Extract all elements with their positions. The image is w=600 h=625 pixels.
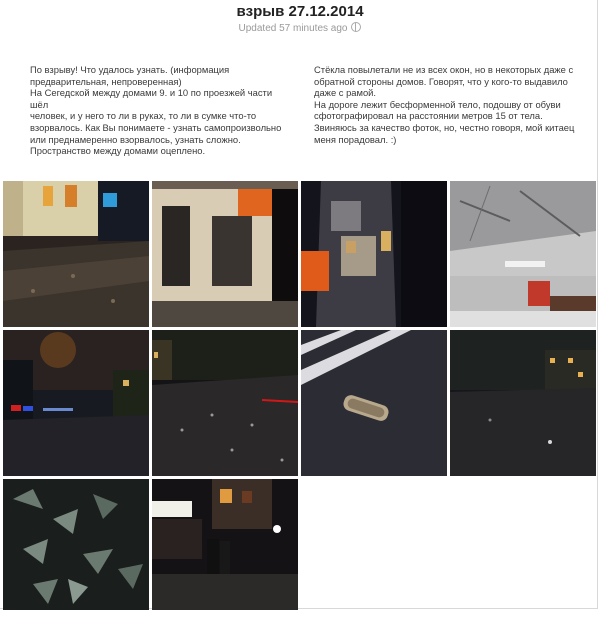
- text-line: сфотографировал на расстоянии метров 15 от тела.: [314, 110, 543, 122]
- text-line: На дороге лежит бесформенной тело, подошву от обуви: [314, 98, 561, 110]
- photo-street-debris[interactable]: [152, 330, 298, 476]
- updated-text[interactable]: Updated 57 minutes ago: [238, 23, 348, 34]
- text-line: даже с рамой.: [314, 87, 376, 99]
- text-line: меня порадовал. :): [314, 133, 397, 145]
- text-line: Стёкла повылетали не из всех окон, но в некоторых даже с: [314, 64, 574, 75]
- photo-shoe-sole-on-road[interactable]: [301, 330, 447, 476]
- photo-shop-interior-ceiling[interactable]: [450, 181, 596, 327]
- text-line: или преднамеренно взорвалось, узнать сложно.: [30, 133, 241, 145]
- text-line: взорвалось. Как Вы понимаете - узнать самопроизвольно: [30, 121, 282, 133]
- text-line: обратной стороны домов. Говорят, что у кого-то выдавило: [314, 75, 568, 87]
- photo-damaged-storefront[interactable]: [152, 181, 298, 327]
- text-line: По взрыву! Что удалось узнать. (информация: [30, 64, 230, 75]
- photo-building-night-street[interactable]: [3, 181, 149, 327]
- post-title: взрыв 27.12.2014: [236, 3, 364, 20]
- text-line: На Сегедской между домами 9. и 10 по проезжей части шёл: [30, 87, 275, 110]
- text-line: предварительная, непроверенная): [30, 75, 182, 87]
- text-line: Звиняюсь за качество фоток, но, честно говоря, мой китаец: [314, 121, 575, 133]
- text-column-left: [30, 64, 292, 157]
- text-line: Пространство между домами оцеплено.: [30, 145, 206, 157]
- photo-road-buildings-night[interactable]: [450, 330, 596, 476]
- photo-street-lights-night[interactable]: [3, 330, 149, 476]
- photo-people-at-entrance[interactable]: [152, 479, 298, 610]
- photo-damaged-balconies[interactable]: [301, 181, 447, 327]
- text-column-right: [314, 64, 584, 145]
- text-line: человек, и у него то ли в руках, то ли в сумке что-то: [30, 110, 257, 122]
- globe-icon[interactable]: [351, 22, 361, 32]
- photo-broken-glass[interactable]: [3, 479, 149, 625]
- updated-line: [0, 22, 600, 34]
